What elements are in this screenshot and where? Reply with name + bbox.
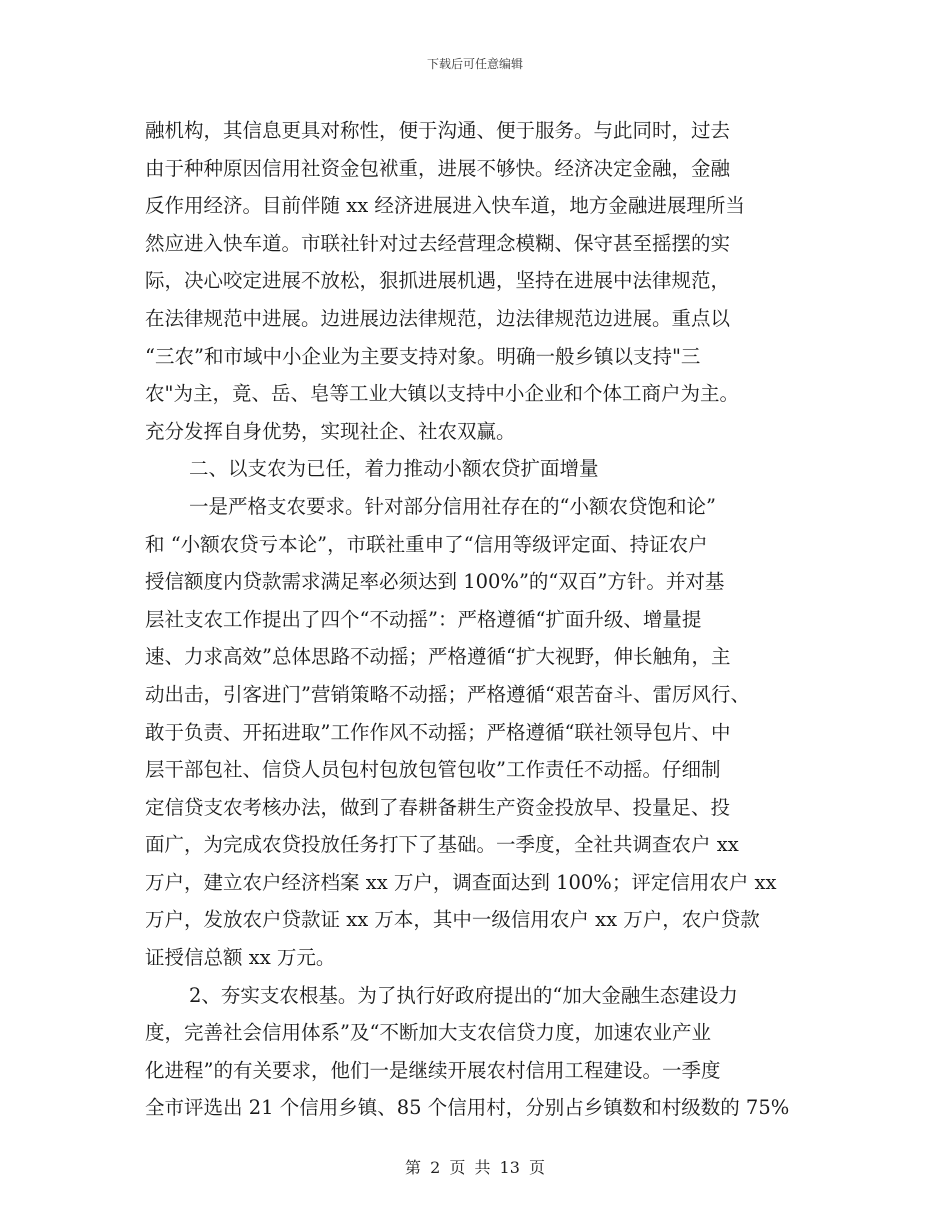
- text-line: 面广，为完成农贷投放任务打下了基础。一季度，全社共调查农户 xx: [145, 833, 739, 857]
- text-line: 动出击，引客进门”营销策略不动摇；严格遵循“艰苦奋斗、雷厉风行、: [145, 682, 750, 706]
- text-line: 际，决心咬定进展不放松，狠抓进展机遇，坚持在进展中法律规范，: [145, 269, 731, 293]
- section-heading: 二、以支农为已任，着力推动小额农贷扩面增量: [189, 457, 599, 481]
- text-line: 万户，建立农户经济档案 xx 万户，调查面达到 100%；评定信用农户 xx: [145, 870, 777, 894]
- text-line: 充分发挥自身优势，实现社企、社农双赢。: [145, 419, 516, 443]
- text-line: 在法律规范中进展。边进展边法律规范，边法律规范边进展。重点以: [145, 306, 731, 330]
- text-line: 融机构，其信息更具对称性，便于沟通、便于服务。与此同时，过去: [145, 119, 731, 142]
- text-line: 万户，发放农户贷款证 xx 万本，其中一级信用农户 xx 万户，农户贷款: [145, 908, 760, 932]
- paragraph-start: 一是严格支农要求。针对部分信用社存在的“小额农贷饱和论”: [189, 494, 716, 518]
- text-line: 敢于负责、开拓进取”工作作风不动摇；严格遵循“联社领导包片、中: [145, 720, 731, 744]
- text-line: 层干部包社、信贷人员包村包放包管包收”工作责任不动摇。仔细制: [145, 758, 721, 782]
- text-line: 证授信总额 xx 万元。: [145, 946, 336, 970]
- text-line: 度，完善社会信用体系”及“不断加大支农信贷力度，加速农业产业: [145, 1021, 711, 1045]
- text-line: 由于种种原因信用社资金包袱重，进展不够快。经济决定金融，金融: [145, 156, 731, 180]
- text-line: 定信贷支农考核办法，做到了春耕备耕生产资金投放早、投量足、投: [145, 795, 731, 819]
- text-line: 然应进入快车道。市联社针对过去经营理念模糊、保守甚至摇摆的实: [145, 231, 731, 255]
- text-line: 和 “小额农贷亏本论”，市联社重申了“信用等级评定面、持证农户: [145, 532, 708, 556]
- text-line: 授信额度内贷款需求满足率必须达到 100%”的“双百”方针。并对基: [145, 570, 725, 594]
- text-line: “三农”和市域中小企业为主要支持对象。明确一般乡镇以支持"三: [145, 344, 701, 368]
- document-body: [145, 112, 815, 1127]
- text-line: 农"为主，竟、岳、皂等工业大镇以支持中小企业和个体工商户为主。: [145, 382, 739, 406]
- text-line: 层社支农工作提出了四个“不动摇”：严格遵循“扩面升级、增量提: [145, 607, 702, 631]
- text-line: 化进程”的有关要求，他们一是继续开展农村信用工程建设。一季度: [145, 1058, 721, 1082]
- paragraph-start: 2、夯实支农根基。为了执行好政府提出的“加大金融生态建设力: [189, 983, 738, 1007]
- text-line: 速、力求高效”总体思路不动摇；严格遵循“扩大视野，伸长触角，主: [145, 645, 731, 669]
- page-number: 第 2 页 共 13 页: [405, 1158, 545, 1177]
- page-header-note: 下载后可任意编辑: [426, 57, 523, 71]
- text-line: 反作用经济。目前伴随 xx 经济进展进入快车道，地方金融进展理所当: [145, 194, 745, 218]
- text-line: 全市评选出 21 个信用乡镇、85 个信用村，分别占乡镇数和村级数的 75%: [145, 1096, 790, 1120]
